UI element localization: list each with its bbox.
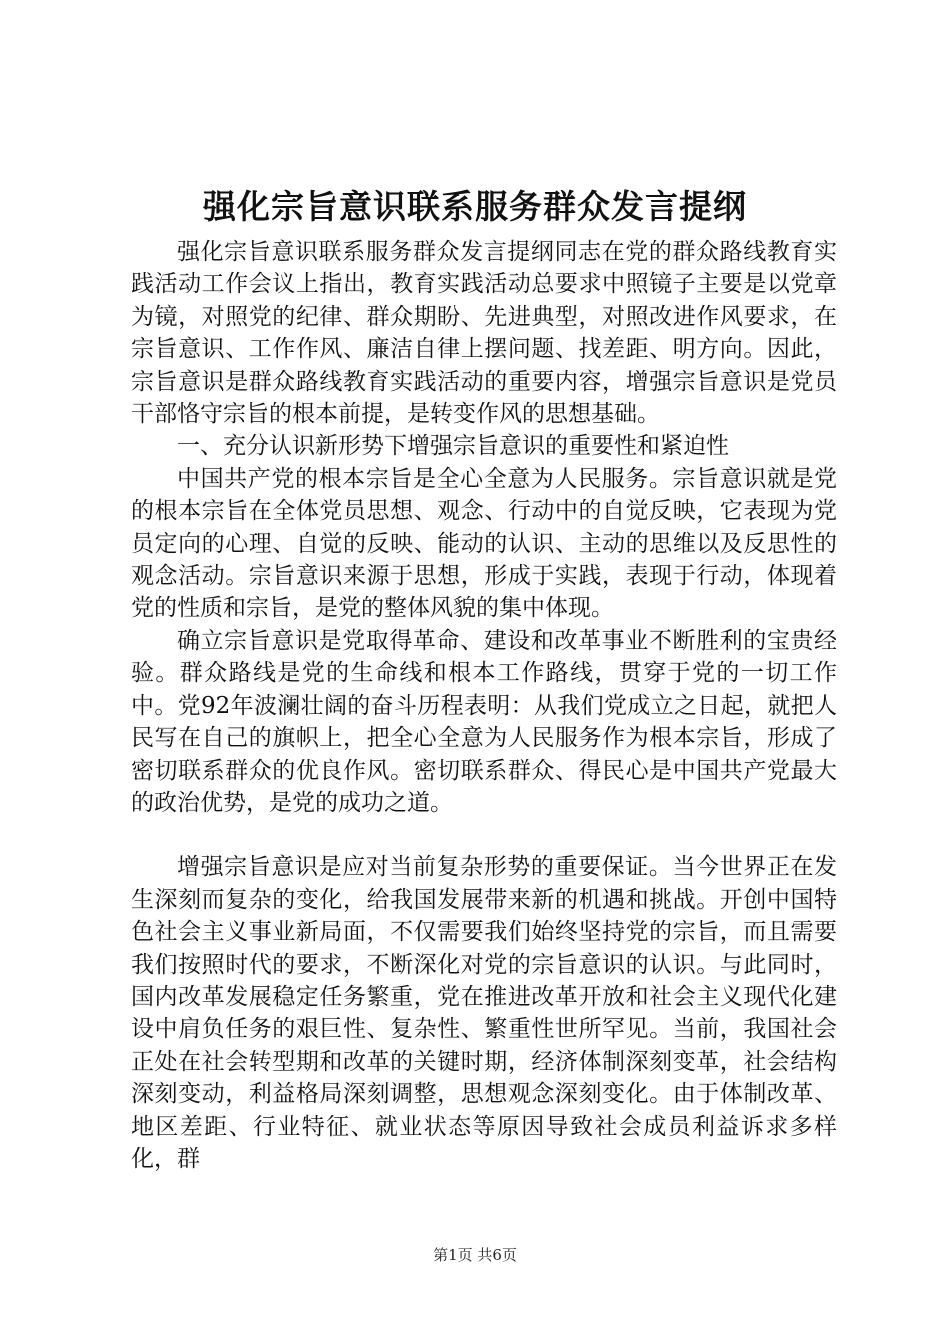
paragraph-current-situation: 增强宗旨意识是应对当前复杂形势的重要保证。当今世界正在发生深刻而复杂的变化，给我国发展带来新的机遇和挑战。开创中国特色社会主义事业新局面，不仅需要我们始终坚持党的宗旨，而且需要我们按照时代的要求，不断深化对党的宗旨意识的认识。与此同时，国内改革发展稳定任务繁重，党在推进改革开放和社会主义现代化建设中肩负任务的艰巨性、复杂性、繁重性世所罕见。当前，我国社会正处在社会转型期和改革的关键时期，经济体制深刻变革，社会结构深刻变动，利益格局深刻调整，思想观念深刻变化。由于体制改革、地区差距、行业特征、就业状态等原因导致社会成员利益诉求多样化，群 [131, 854, 837, 1172]
document-body [131, 236, 837, 1175]
document-title: 强化宗旨意识联系服务群众发言提纲 [203, 187, 747, 226]
section-heading: 一、充分认识新形势下增强宗旨意识的重要性和紧迫性 [177, 433, 729, 460]
page-footer: 第1页 共6页 [433, 1246, 517, 1264]
paragraph-historical-experience: 确立宗旨意识是党取得革命、建设和改革事业不断胜利的宝贵经验。群众路线是党的生命线和根本工作路线，贯穿于党的一切工作中。党92年波澜壮阔的奋斗历程表明：从我们党成立之日起，就把人民写在自己的旗帜上，把全心全意为人民服务作为根本宗旨，形成了密切联系群众的优良作风。密切联系群众、得民心是中国共产党最大的政治优势，是党的成功之道。 [131, 627, 837, 816]
paragraph-fundamental-purpose: 中国共产党的根本宗旨是全心全意为人民服务。宗旨意识就是党的根本宗旨在全体党员思想、观念、行动中的自觉反映，它表现为党员定向的心理、自觉的反映、能动的认识、主动的思维以及反思性的观念活动。宗旨意识来源于思想，形成于实践，表现于行动，体现着党的性质和宗旨，是党的整体风貌的集中体现。 [131, 465, 837, 622]
paragraph-spacer [131, 819, 837, 851]
paragraph-intro: 强化宗旨意识联系服务群众发言提纲同志在党的群众路线教育实践活动工作会议上指出，教育实践活动总要求中照镜子主要是以党章为镜，对照党的纪律、群众期盼、先进典型，对照改进作风要求，在宗旨意识、工作作风、廉洁自律上摆问题、找差距、明方向。因此，宗旨意识是群众路线教育实践活动的重要内容，增强宗旨意识是党员干部恪守宗旨的根本前提，是转变作风的思想基础。 [131, 239, 837, 428]
